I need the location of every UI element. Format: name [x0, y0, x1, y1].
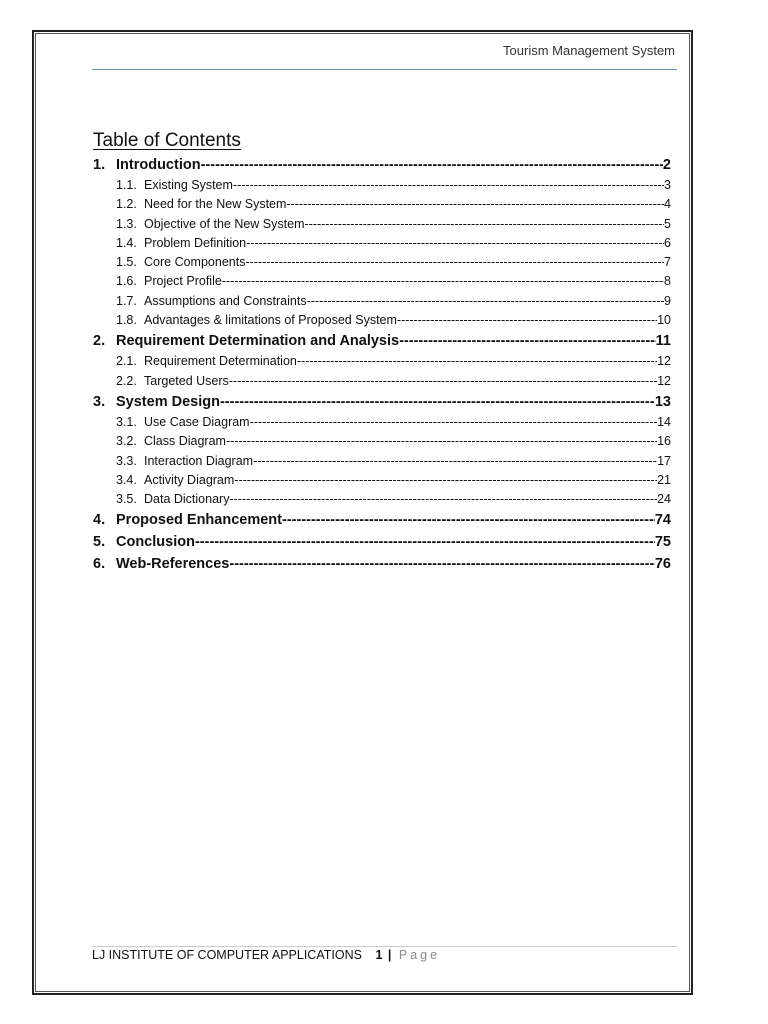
- toc-entry-label: Interaction Diagram: [144, 453, 254, 468]
- toc-entry-label: Conclusion: [116, 534, 195, 551]
- toc-entry-label: Web-References: [116, 556, 230, 573]
- toc-entry-label: Core Components: [144, 255, 246, 270]
- toc-section-row[interactable]: [93, 553, 671, 575]
- footer-institute: LJ INSTITUTE OF COMPUTER APPLICATIONS: [92, 948, 362, 962]
- toc-entry-label: Assumptions and Constraints: [144, 293, 307, 308]
- toc-subsection-row[interactable]: [93, 215, 671, 234]
- toc-entry-number: 2.: [93, 333, 106, 350]
- toc-subsection-row[interactable]: [93, 432, 671, 451]
- toc-entry-number: 1.1.: [116, 178, 137, 192]
- toc-dash-leader: [253, 452, 657, 471]
- toc-entry-label: System Design: [116, 393, 220, 410]
- toc-subsection-row[interactable]: [93, 292, 671, 311]
- toc-dash-leader: [234, 471, 657, 490]
- toc-subsection-row[interactable]: [93, 471, 671, 490]
- toc-section-row[interactable]: [93, 531, 671, 553]
- toc-dash-leader: [282, 509, 655, 531]
- toc-entry-page: 17: [657, 453, 671, 468]
- toc-dash-leader: [399, 330, 656, 352]
- toc-section-row[interactable]: [93, 154, 671, 176]
- toc-entry-page: 10: [657, 313, 671, 328]
- toc-entry-page: 3: [664, 178, 671, 192]
- toc-entry-page: 8: [664, 274, 671, 289]
- toc-dash-leader: [245, 253, 664, 272]
- toc-entry-page: 74: [654, 512, 671, 529]
- toc-dash-leader: [195, 531, 655, 553]
- toc-subsection-row[interactable]: [93, 352, 671, 371]
- footer-separator: |: [387, 948, 392, 962]
- toc-dash-leader: [222, 272, 664, 291]
- toc-entry-page: 4: [664, 197, 671, 212]
- toc-entry-page: 24: [657, 492, 671, 507]
- toc-dash-leader: [250, 413, 658, 432]
- toc-entry-page: 11: [655, 333, 671, 350]
- toc-entry-number: 3.3.: [116, 453, 137, 468]
- toc-entry-label: Project Profile: [144, 274, 222, 289]
- toc-entry-label: Existing System: [144, 178, 233, 192]
- toc-entry-number: 1.2.: [116, 197, 137, 212]
- toc-dash-leader: [226, 432, 657, 451]
- toc-dash-leader: [246, 234, 664, 253]
- toc-subsection-row[interactable]: [93, 234, 671, 253]
- toc-heading: Table of Contents: [93, 130, 241, 151]
- toc-dash-leader: [397, 311, 657, 330]
- toc-entry-page: 12: [657, 373, 671, 388]
- footer-rule: [92, 946, 677, 947]
- toc-entry-label: Proposed Enhancement: [116, 512, 282, 529]
- toc-entry-number: 2.2.: [116, 373, 137, 388]
- toc-entry-number: 1.6.: [116, 274, 137, 289]
- toc-list: [93, 154, 671, 575]
- toc-section-row[interactable]: [93, 509, 671, 531]
- toc-entry-page: 76: [654, 556, 671, 573]
- toc-entry-page: 14: [657, 414, 671, 429]
- toc-entry-number: 3.4.: [116, 472, 137, 487]
- toc-entry-number: 4.: [93, 512, 106, 529]
- toc-dash-leader: [229, 553, 655, 575]
- toc-dash-leader: [304, 215, 664, 234]
- toc-subsection-row[interactable]: [93, 490, 671, 509]
- toc-entry-page: 2: [662, 157, 671, 173]
- toc-entry-number: 1.7.: [116, 293, 137, 308]
- toc-entry-number: 3.2.: [116, 434, 137, 449]
- toc-entry-label: Use Case Diagram: [144, 414, 250, 429]
- toc-subsection-row[interactable]: [93, 272, 671, 291]
- toc-entry-label: Requirement Determination and Analysis: [116, 333, 400, 350]
- toc-entry-page: 5: [664, 216, 671, 231]
- toc-entry-page: 7: [664, 255, 671, 270]
- toc-dash-leader: [233, 176, 664, 195]
- toc-entry-page: 16: [657, 434, 671, 449]
- toc-entry-label: Problem Definition: [144, 235, 247, 250]
- toc-section-row[interactable]: [93, 330, 671, 352]
- toc-entry-page: 9: [664, 293, 671, 308]
- toc-entry-label: Requirement Determination: [144, 354, 297, 369]
- toc-entry-label: Data Dictionary: [144, 492, 230, 507]
- toc-dash-leader: [229, 372, 657, 391]
- footer-page-word: Page: [398, 948, 441, 962]
- toc-entry-page: 6: [664, 235, 671, 250]
- toc-dash-leader: [286, 195, 664, 214]
- toc-subsection-row[interactable]: [93, 195, 671, 214]
- toc-entry-label: Activity Diagram: [144, 472, 235, 487]
- toc-subsection-row[interactable]: [93, 311, 671, 330]
- toc-entry-number: 1.8.: [116, 313, 137, 328]
- toc-entry-label: Need for the New System: [144, 197, 287, 212]
- footer-page-number: 1: [375, 948, 383, 962]
- toc-entry-page: 12: [657, 354, 671, 369]
- toc-section-row[interactable]: [93, 391, 671, 413]
- toc-entry-number: 5.: [93, 534, 106, 551]
- toc-entry-number: 3.5.: [116, 492, 137, 507]
- toc-dash-leader: [229, 490, 657, 509]
- toc-subsection-row[interactable]: [93, 413, 671, 432]
- toc-entry-number: 2.1.: [116, 354, 137, 369]
- toc-entry-label: Targeted Users: [144, 373, 229, 388]
- header-title: Tourism Management System: [503, 43, 675, 58]
- toc-entry-page: 21: [657, 472, 671, 487]
- toc-entry-number: 1.: [93, 157, 106, 173]
- toc-entry-label: Advantages & limitations of Proposed System: [144, 313, 397, 328]
- toc-entry-label: Class Diagram: [144, 434, 226, 449]
- toc-entry-number: 3.1.: [116, 414, 137, 429]
- toc-dash-leader: [220, 391, 655, 413]
- toc-entry-page: 75: [654, 534, 671, 551]
- toc-subsection-row[interactable]: [93, 253, 671, 272]
- toc-subsection-row[interactable]: [93, 372, 671, 391]
- toc-dash-leader: [307, 292, 664, 311]
- footer: [92, 948, 440, 962]
- toc-subsection-row[interactable]: [93, 452, 671, 471]
- toc-entry-number: 1.5.: [116, 255, 137, 270]
- toc-entry-number: 1.4.: [116, 235, 137, 250]
- toc-entry-label: Objective of the New System: [144, 216, 305, 231]
- toc-dash-leader: [297, 352, 657, 371]
- toc-entry-label: Introduction: [116, 157, 201, 173]
- toc-dash-leader: [201, 154, 663, 176]
- toc-entry-page: 13: [654, 393, 671, 410]
- toc-entry-number: 6.: [93, 556, 106, 573]
- toc-subsection-row[interactable]: [93, 176, 671, 195]
- toc-entry-number: 1.3.: [116, 216, 137, 231]
- toc-entry-number: 3.: [93, 393, 106, 410]
- header-rule: [92, 69, 677, 70]
